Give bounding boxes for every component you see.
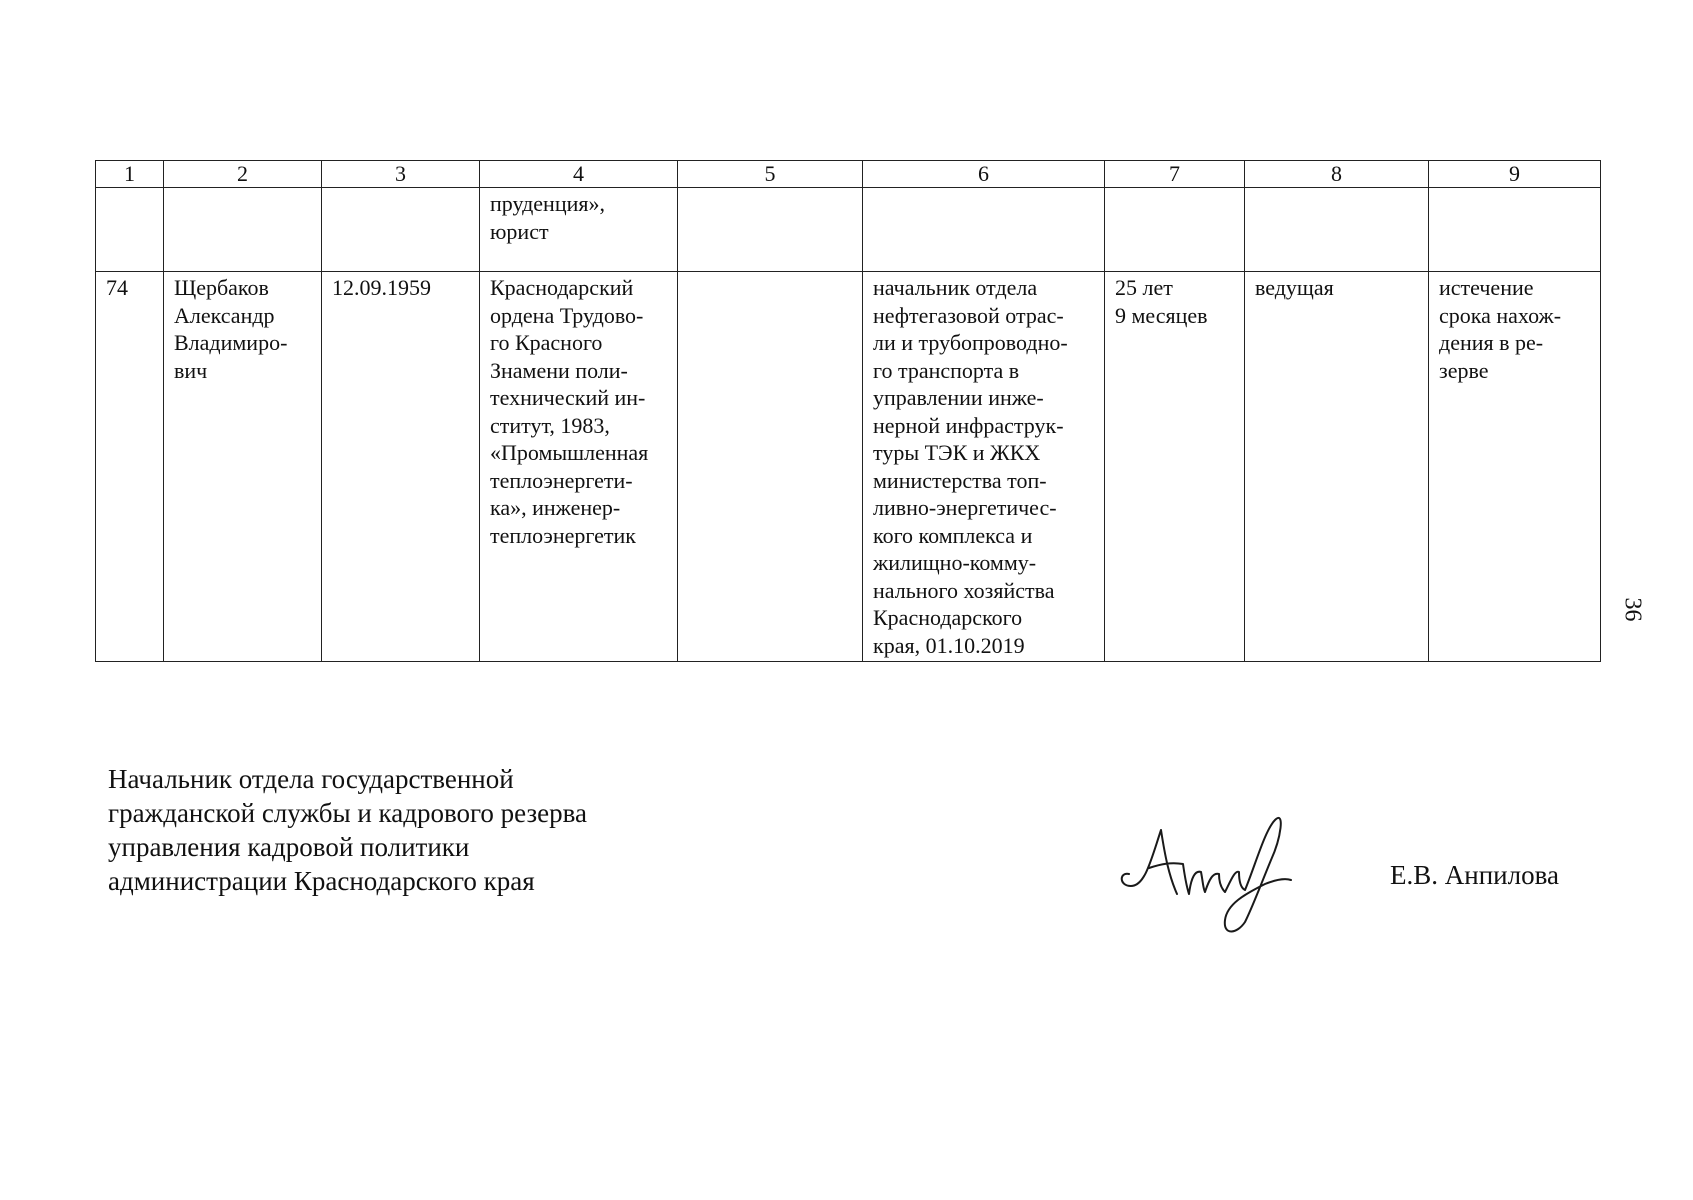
cell-line: истечение [1439,275,1534,300]
education-continuation-cell [480,188,678,272]
header-cell: 1 [96,161,164,188]
signer-name: Е.В. Анпилова [1390,860,1559,890]
header-cell: 6 [863,161,1105,188]
cell-line: ли и трубопроводно- [873,330,1068,355]
cell-line: го транспорта в [873,357,1020,383]
cell-line: начальник отдела [873,275,1038,300]
cell-line: ордена Трудово- [490,302,644,328]
cell-line: управлении инже- [873,385,1044,410]
table-cell [863,188,1105,272]
header-cell: 2 [164,161,322,188]
cell-line: дения в ре- [1439,330,1544,355]
handwritten-signature [1115,790,1295,940]
reserve-table-container [95,160,1600,662]
cell-line: ливно-энергетичес- [873,495,1057,520]
education-cell [480,272,678,662]
cell-line: теплоэнергети- [490,467,633,493]
col5-cell [678,272,863,662]
header-cell: 9 [1429,161,1601,188]
cell-line: Александр [174,302,275,328]
cell-line: срока нахож- [1439,302,1562,328]
table-cell [678,188,863,272]
cell-line: юрист [490,218,549,244]
cell-line: «Промышленная [490,440,649,465]
birth-date-cell: 12.09.1959 [322,272,480,662]
cell-line: теплоэнергетик [490,522,636,548]
table-cell [164,188,322,272]
experience-cell [1105,272,1245,662]
table-cell [1429,188,1601,272]
table-row [96,272,1601,662]
cell-line: министерства топ- [873,467,1047,493]
reserve-table [95,160,1601,662]
signer-title-line: Начальник отдела государственной [108,764,514,794]
cell-line: Владимиро- [174,330,288,355]
row-number-cell: 74 [96,272,164,662]
table-cell [96,188,164,272]
cell-line: края, 01.10.2019 [873,632,1025,658]
cell-line: Знамени поли- [490,357,628,383]
header-cell: 3 [322,161,480,188]
cell-line: Краснодарского [873,605,1023,630]
table-cell [322,188,480,272]
table-cell [1245,188,1429,272]
cell-line: нального хозяйства [873,577,1055,603]
cell-line: Щербаков [174,275,269,300]
name-cell [164,272,322,662]
group-cell: ведущая [1245,272,1429,662]
cell-line: технический ин- [490,385,646,410]
table-cell [1105,188,1245,272]
signer-title-line: управления кадровой политики [108,832,470,862]
cell-line: нерной инфраструк- [873,412,1064,438]
reason-cell [1429,272,1601,662]
cell-line: Краснодарский [490,275,634,300]
header-cell: 4 [480,161,678,188]
cell-line: 25 лет [1115,275,1173,300]
cell-line: пруденция», [490,191,605,216]
table-row-continuation [96,188,1601,272]
cell-line: 9 месяцев [1115,302,1208,328]
cell-line: туры ТЭК и ЖКХ [873,440,1041,465]
cell-line: нефтегазовой отрас- [873,302,1064,328]
header-cell: 5 [678,161,863,188]
table-header-row [96,161,1601,188]
cell-line: зерве [1439,357,1489,383]
position-cell [863,272,1105,662]
page-number: 36 [1619,597,1646,622]
header-cell: 8 [1245,161,1429,188]
signer-title-line: администрации Краснодарского края [108,866,535,896]
signer-title [108,762,587,898]
cell-line: жилищно-комму- [873,550,1037,575]
header-cell: 7 [1105,161,1245,188]
signer-title-line: гражданской службы и кадрового резерва [108,798,588,828]
cell-line: ка», инженер- [490,495,621,520]
cell-line: го Красного [490,330,603,355]
cell-line: вич [174,357,208,383]
cell-line: ститут, 1983, [490,412,610,438]
cell-line: кого комплекса и [873,522,1033,548]
